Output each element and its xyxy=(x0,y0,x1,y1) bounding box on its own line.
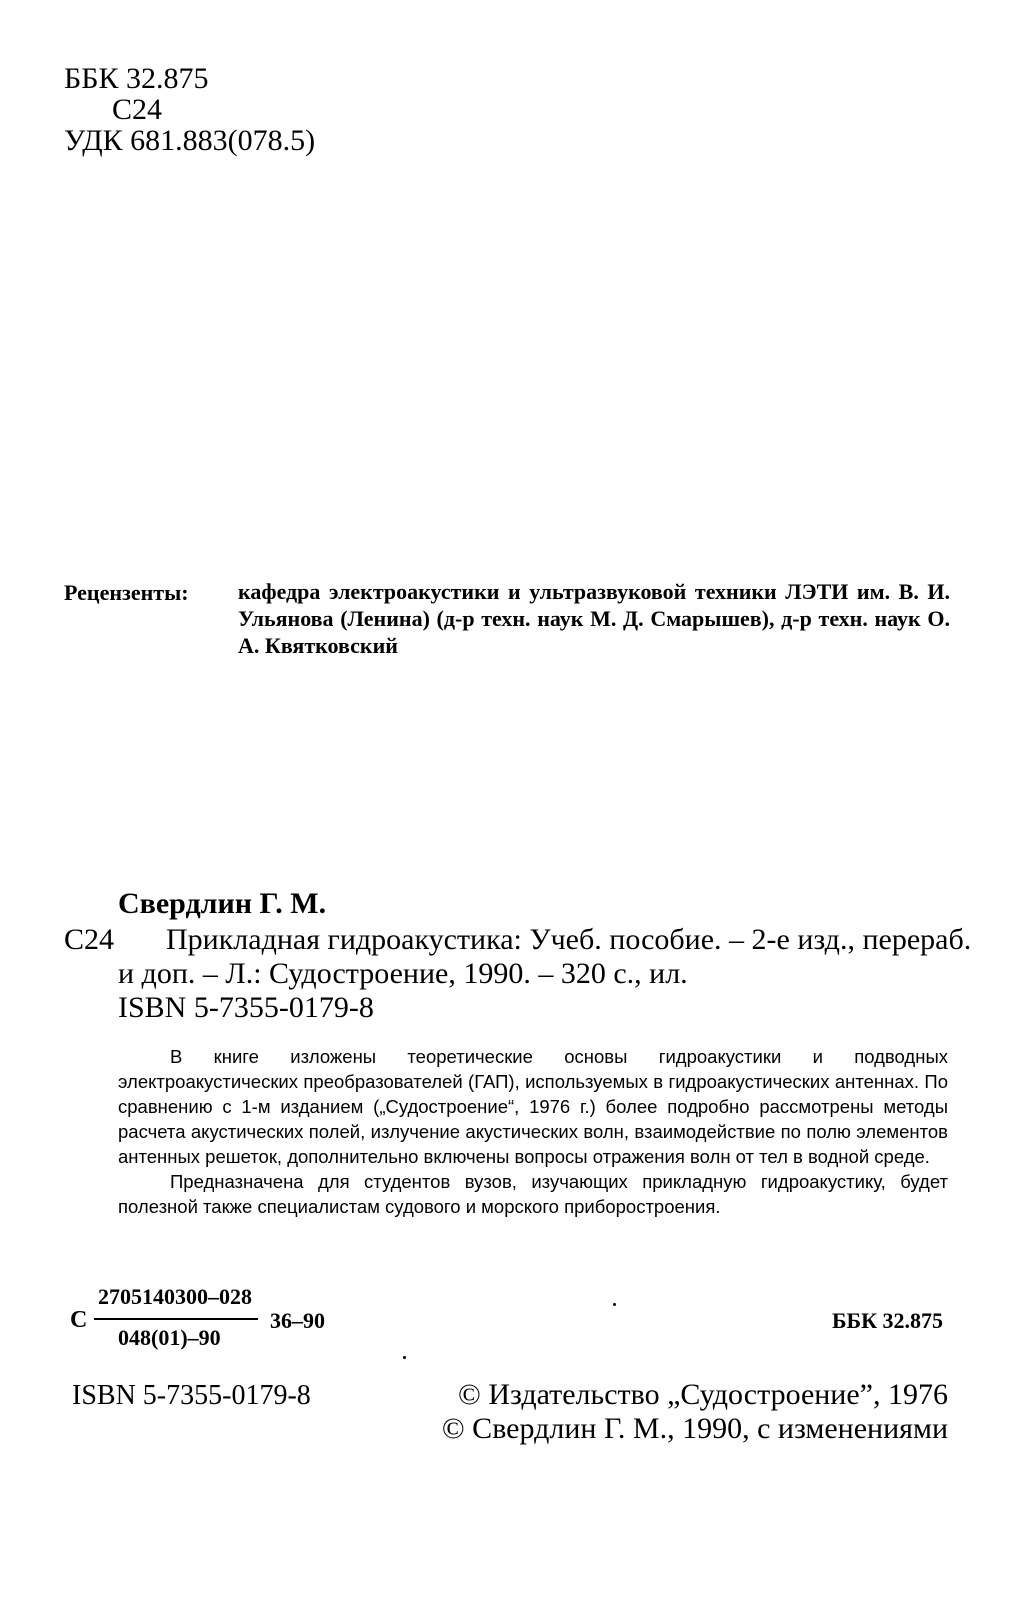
udk-code: УДК 681.883(078.5) xyxy=(64,124,316,157)
bottom-isbn: ISBN 5-7355-0179-8 xyxy=(72,1380,311,1411)
imprint-letter: С xyxy=(70,1307,88,1333)
entry-title-line: Прикладная гидроакустика: Учеб. пособие. – 2-е изд., перераб. xyxy=(166,923,972,956)
imprint-bbk: ББК 32.875 xyxy=(832,1308,944,1333)
abstract-paragraph-2: Предназначена для студентов вузов, изучающих прикладную гидроакустику, будет полезной также специалистам судового и морского приборостроения. xyxy=(118,1171,948,1217)
entry-isbn: ISBN 5-7355-0179-8 xyxy=(118,991,374,1024)
bbk-code: ББК 32.875 xyxy=(64,62,209,95)
reviewers-text: кафедра электроакустики и ультразвуковой техники ЛЭТИ им. В. И. Ульянова (Ленина) (д-р техн. наук М. Д. Смарышев), д-р техн. наук О. А. Квятковский xyxy=(238,579,950,658)
imprint-denominator: 048(01)–90 xyxy=(118,1325,221,1350)
imprint-code: 36–90 xyxy=(270,1308,325,1333)
entry-mark: С24 xyxy=(64,923,115,956)
scan-speck xyxy=(403,1356,406,1359)
entry-author: Свердлин Г. М. xyxy=(118,887,327,920)
imprint-numerator: 2705140300–028 xyxy=(98,1284,252,1309)
abstract xyxy=(118,1044,948,1219)
author-mark: С24 xyxy=(112,93,163,126)
copyright-author: © Свердлин Г. М., 1990, с изменениями xyxy=(441,1412,948,1445)
scan-speck xyxy=(613,1303,616,1306)
entry-publication-line: и доп. – Л.: Судостроение, 1990. – 320 с., ил. xyxy=(118,957,688,990)
reviewers-label: Рецензенты: xyxy=(64,580,189,605)
copyright-publisher: © Издательство „Судостроение”, 1976 xyxy=(458,1378,948,1411)
fraction-divider xyxy=(94,1318,258,1320)
abstract-paragraph-1: В книге изложены теоретические основы гидроакустики и подводных электроакустических преобразователей (ГАП), используемых в гидроакустических антеннах. По сравнению с 1-м изданием („Судостроение“, 1976 г.) более подробно рассмотрены методы расчета акустических полей, излучение акустических волн, взаимодействие по полю элементов антенных решеток, дополнительно включены вопросы отражения волн от тел в водной среде. xyxy=(118,1046,948,1167)
